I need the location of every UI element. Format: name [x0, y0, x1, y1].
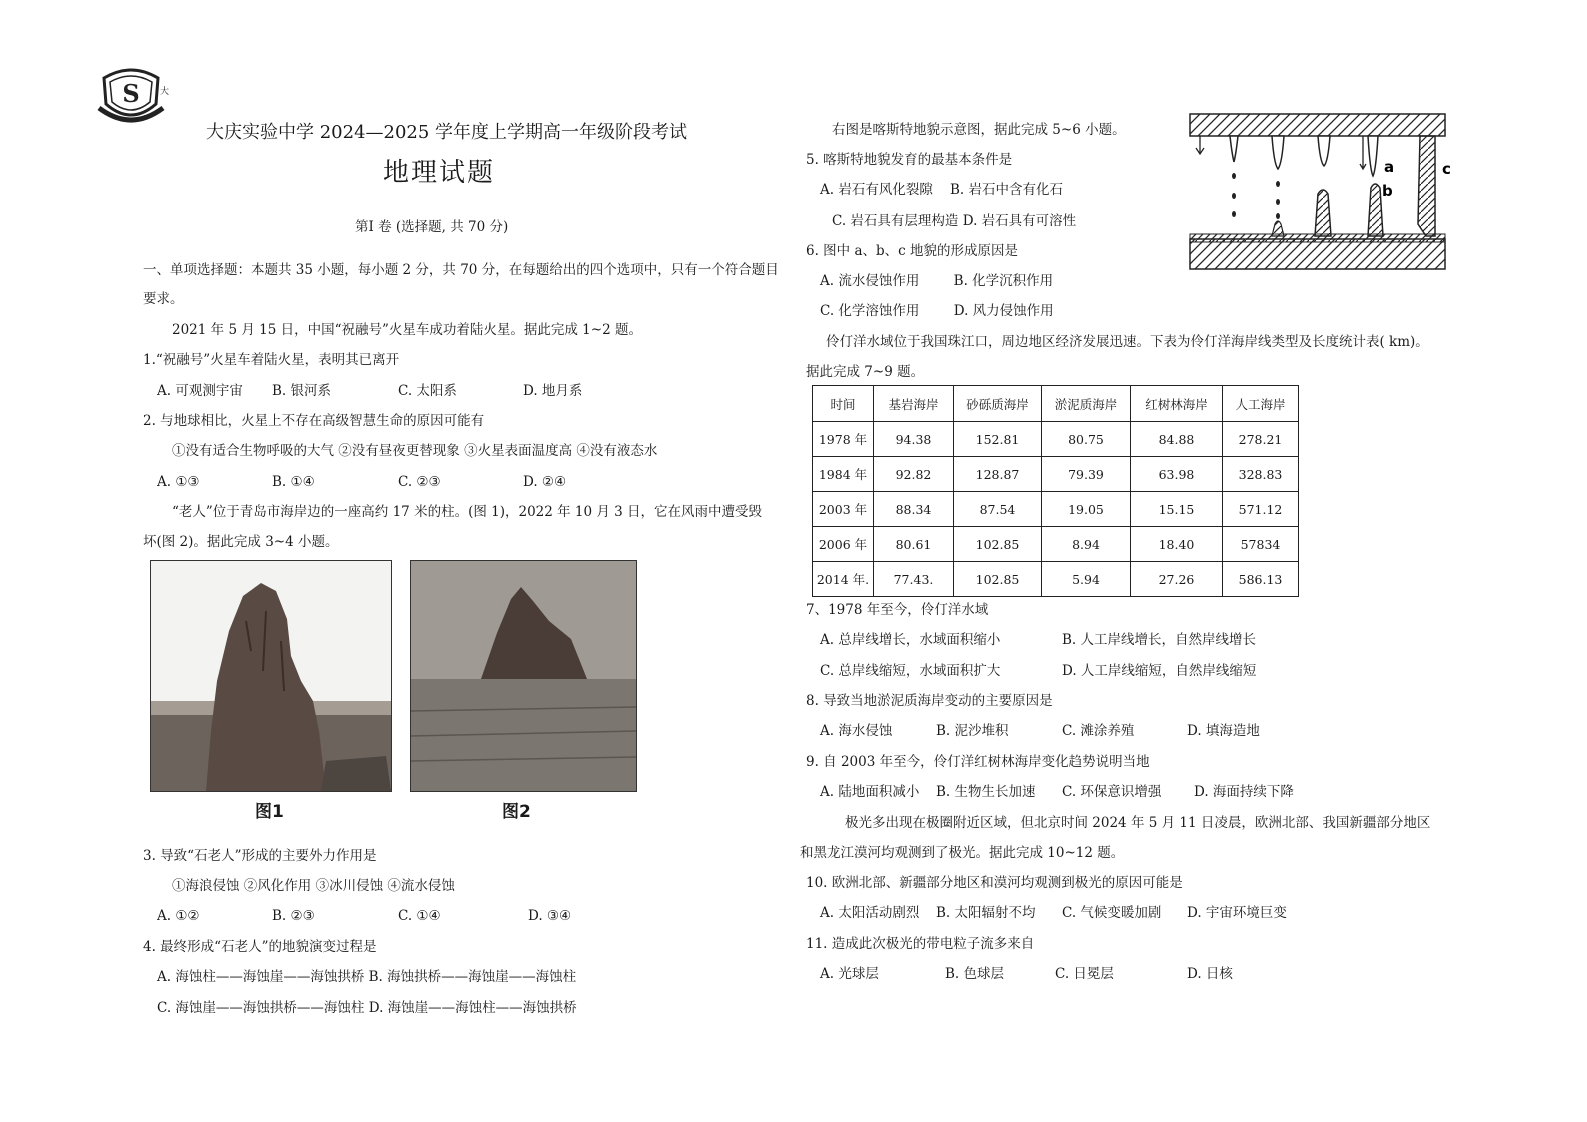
- intro-karst: 右图是喀斯特地貌示意图，据此完成 5~6 小题。: [832, 122, 1126, 138]
- intro-aurora-1: 极光多出现在极圈附近区域，但北京时间 2024 年 5 月 11 日凌晨，欧洲北部、我国新疆部分地区: [845, 815, 1431, 831]
- q2-items: ①没有适合生物呼吸的大气 ②没有昼夜更替现象 ③火星表面温度高 ④没有液态水: [172, 443, 658, 459]
- q6-options-cd: C. 化学溶蚀作用 D. 风力侵蚀作用: [820, 303, 1054, 319]
- table-cell: 102.85: [954, 562, 1042, 597]
- table-cell: 128.87: [954, 457, 1042, 492]
- q8-option-b: B. 泥沙堆积: [936, 723, 1009, 739]
- coastline-table: [812, 385, 1299, 597]
- q2-option-b: B. ①④: [272, 474, 315, 490]
- seal-side-char: 大: [160, 87, 170, 97]
- figure-1-photo: [150, 560, 392, 792]
- table-cell: 2014 年.: [813, 562, 874, 597]
- q10-option-b: B. 太阳辐射不均: [936, 905, 1036, 921]
- table-cell: 27.26: [1131, 562, 1223, 597]
- table-cell: 15.15: [1131, 492, 1223, 527]
- table-row: [813, 422, 1299, 457]
- table-cell: 2003 年: [813, 492, 874, 527]
- karst-diagram: [1190, 114, 1460, 274]
- karst-label-a: a: [1384, 158, 1395, 176]
- q1-option-d: D. 地月系: [523, 383, 583, 399]
- intro-oldman-2: 坏(图 2)。据此完成 3~4 小题。: [143, 534, 339, 550]
- instructions-line-2: 要求。: [143, 291, 184, 307]
- q7-option-d: D. 人工岸线缩短，自然岸线缩短: [1062, 663, 1257, 679]
- intro-oldman-1: “老人”位于青岛市海岸边的一座高约 17 米的柱。(图 1)，2022 年 10 月 3 日，它在风雨中遭受毁: [172, 504, 763, 520]
- q3-items: ①海浪侵蚀 ②风化作用 ③冰川侵蚀 ④流水侵蚀: [172, 878, 455, 894]
- table-cell: 1978 年: [813, 422, 874, 457]
- table-cell: 102.85: [954, 527, 1042, 562]
- table-cell: 94.38: [874, 422, 954, 457]
- q10-option-d: D. 宇宙环境巨变: [1187, 905, 1287, 921]
- table-cell: 1984 年: [813, 457, 874, 492]
- q11-option-a: A. 光球层: [820, 966, 879, 982]
- figure-2-photo: [410, 560, 637, 792]
- col-header: 时间: [813, 386, 874, 422]
- q9-stem: 9. 自 2003 年至今，伶仃洋红树林海岸变化趋势说明当地: [806, 754, 1150, 770]
- q7-option-b: B. 人工岸线增长，自然岸线增长: [1062, 632, 1257, 648]
- karst-label-c: c: [1442, 160, 1451, 178]
- table-cell: 19.05: [1042, 492, 1131, 527]
- col-header: 砂砾质海岸: [954, 386, 1042, 422]
- q6-options-ab: A. 流水侵蚀作用 B. 化学沉积作用: [820, 273, 1054, 289]
- intro-lingding-1: 伶仃洋水域位于我国珠江口，周边地区经济发展迅速。下表为伶仃洋海岸线类型及长度统计表( km)。: [826, 334, 1429, 350]
- q1-option-c: C. 太阳系: [398, 383, 457, 399]
- q9-option-b: B. 生物生长加速: [936, 784, 1036, 800]
- table-cell: 328.83: [1223, 457, 1299, 492]
- table-cell: 278.21: [1223, 422, 1299, 457]
- q7-option-c: C. 总岸线缩短，水域面积扩大: [820, 663, 1001, 679]
- q5-options-ab: A. 岩石有风化裂隙 B. 岩石中含有化石: [820, 182, 1063, 198]
- q10-option-a: A. 太阳活动剧烈: [820, 905, 920, 921]
- table-cell: 18.40: [1131, 527, 1223, 562]
- table-cell: 92.82: [874, 457, 954, 492]
- q5-options-cd: C. 岩石具有层理构造 D. 岩石具有可溶性: [832, 213, 1077, 229]
- q3-stem: 3. 导致“石老人”形成的主要外力作用是: [143, 848, 377, 864]
- q10-stem: 10. 欧洲北部、新疆部分地区和漠河均观测到极光的原因可能是: [806, 875, 1183, 891]
- q11-option-d: D. 日核: [1187, 966, 1233, 982]
- q5-stem: 5. 喀斯特地貌发育的最基本条件是: [806, 152, 1013, 168]
- instructions-line-1: 一、单项选择题：本题共 35 小题，每小题 2 分，共 70 分，在每题给出的四个选项中，只有一个符合题目: [143, 262, 779, 278]
- karst-label-b: b: [1382, 182, 1393, 200]
- q2-option-a: A. ①③: [157, 474, 200, 490]
- school-seal-icon: [96, 60, 170, 130]
- q8-option-d: D. 填海造地: [1187, 723, 1260, 739]
- q2-option-d: D. ②④: [523, 474, 567, 490]
- q8-option-a: A. 海水侵蚀: [820, 723, 893, 739]
- figure-2-caption: 图2: [502, 802, 531, 822]
- q3-option-a: A. ①②: [157, 908, 200, 924]
- table-row: [813, 457, 1299, 492]
- table-cell: 80.75: [1042, 422, 1131, 457]
- table-cell: 77.43.: [874, 562, 954, 597]
- table-cell: 57834: [1223, 527, 1299, 562]
- q2-option-c: C. ②③: [398, 474, 441, 490]
- table-row: [813, 527, 1299, 562]
- table-cell: 79.39: [1042, 457, 1131, 492]
- table-cell: 88.34: [874, 492, 954, 527]
- col-header: 人工海岸: [1223, 386, 1299, 422]
- table-cell: 80.61: [874, 527, 954, 562]
- table-cell: 8.94: [1042, 527, 1131, 562]
- q9-option-c: C. 环保意识增强: [1062, 784, 1162, 800]
- table-cell: 84.88: [1131, 422, 1223, 457]
- table-header-row: [813, 386, 1299, 422]
- table-row: [813, 492, 1299, 527]
- table-cell: 586.13: [1223, 562, 1299, 597]
- col-header: 淤泥质海岸: [1042, 386, 1131, 422]
- q8-stem: 8. 导致当地淤泥质海岸变动的主要原因是: [806, 693, 1053, 709]
- q11-option-c: C. 日冕层: [1055, 966, 1114, 982]
- table-cell: 87.54: [954, 492, 1042, 527]
- intro-mars: 2021 年 5 月 15 日，中国“祝融号”火星车成功着陆火星。据此完成 1~2 题。: [172, 322, 642, 338]
- table-cell: 152.81: [954, 422, 1042, 457]
- q1-option-b: B. 银河系: [272, 383, 332, 399]
- col-header: 红树林海岸: [1131, 386, 1223, 422]
- table-cell: 5.94: [1042, 562, 1131, 597]
- table-cell: 63.98: [1131, 457, 1223, 492]
- page-title: 地理试题: [383, 158, 496, 188]
- intro-aurora-2: 和黑龙江漠河均观测到了极光。据此完成 10~12 题。: [800, 845, 1125, 861]
- q4-options-ab: A. 海蚀柱——海蚀崖——海蚀拱桥 B. 海蚀拱桥——海蚀崖——海蚀柱: [157, 969, 577, 985]
- seal-letter: S: [122, 79, 140, 108]
- exam-header: 大庆实验中学 2024—2025 学年度上学期高一年级阶段考试: [206, 122, 688, 143]
- q11-stem: 11. 造成此次极光的带电粒子流多来自: [806, 936, 1035, 952]
- q7-option-a: A. 总岸线增长，水域面积缩小: [820, 632, 1001, 648]
- q1-option-a: A. 可观测宇宙: [157, 383, 243, 399]
- table-cell: 2006 年: [813, 527, 874, 562]
- q1-stem: 1.“祝融号”火星车着陆火星，表明其已离开: [143, 352, 400, 368]
- q10-option-c: C. 气候变暖加剧: [1062, 905, 1162, 921]
- table-row: [813, 562, 1299, 597]
- q6-stem: 6. 图中 a、b、c 地貌的形成原因是: [806, 243, 1019, 259]
- intro-lingding-2: 据此完成 7~9 题。: [806, 364, 925, 380]
- volume-label: 第Ⅰ 卷 (选择题, 共 70 分): [355, 219, 509, 235]
- q11-option-b: B. 色球层: [945, 966, 1005, 982]
- q9-option-a: A. 陆地面积减小: [820, 784, 920, 800]
- q2-stem: 2. 与地球相比，火星上不存在高级智慧生命的原因可能有: [143, 413, 485, 429]
- q9-option-d: D. 海面持续下降: [1194, 784, 1294, 800]
- q4-options-cd: C. 海蚀崖——海蚀拱桥——海蚀柱 D. 海蚀崖——海蚀柱——海蚀拱桥: [157, 1000, 577, 1016]
- col-header: 基岩海岸: [874, 386, 954, 422]
- q8-option-c: C. 滩涂养殖: [1062, 723, 1135, 739]
- q7-stem: 7、1978 年至今，伶仃洋水域: [806, 602, 989, 618]
- table-cell: 571.12: [1223, 492, 1299, 527]
- q4-stem: 4. 最终形成“石老人”的地貌演变过程是: [143, 939, 377, 955]
- figure-1-caption: 图1: [255, 802, 284, 822]
- q3-option-d: D. ③④: [528, 908, 572, 924]
- q3-option-c: C. ①④: [398, 908, 441, 924]
- q3-option-b: B. ②③: [272, 908, 315, 924]
